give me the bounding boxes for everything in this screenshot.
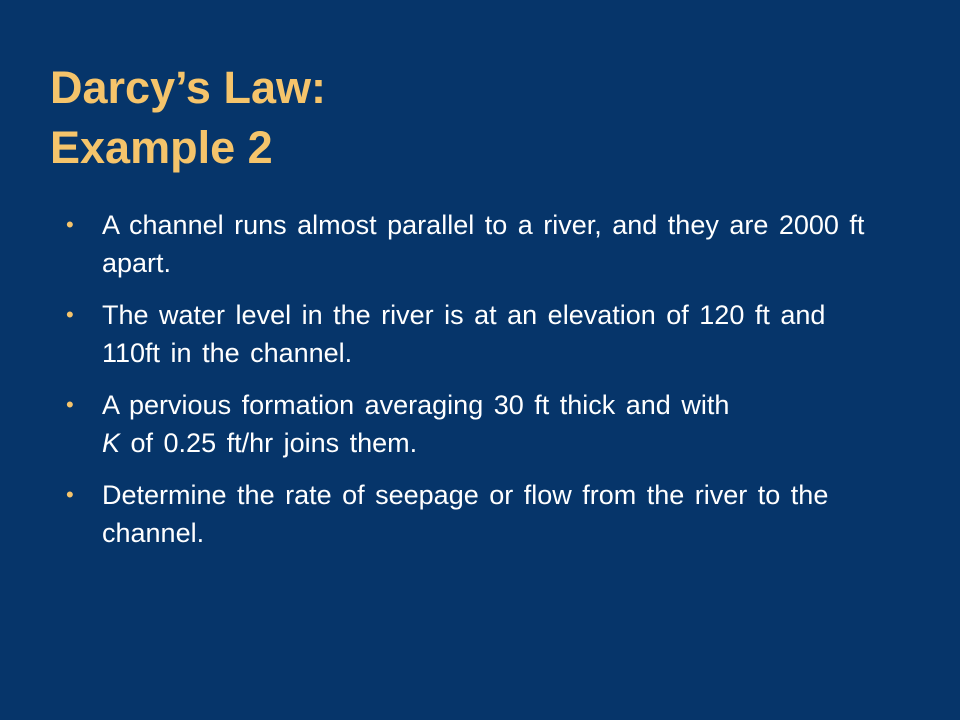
bullet-list: [66, 206, 866, 566]
bullet-icon: •: [66, 302, 74, 327]
bullet-text: The water level in the river is at an elevation of 120 ft and 110ft in the channel.: [102, 300, 826, 368]
slide-title-line-1: Darcy’s Law:: [50, 62, 326, 113]
bullet-text: A channel runs almost parallel to a river, and they are 2000 ft apart.: [102, 210, 865, 278]
conductivity-symbol: K: [102, 428, 121, 458]
bullet-icon: •: [66, 212, 74, 237]
bullet-text: Determine the rate of seepage or flow from the river to the channel.: [102, 480, 829, 548]
bullet-item-water-level: [66, 296, 866, 372]
bullet-icon: •: [66, 392, 74, 417]
bullet-text-lead: A pervious formation averaging 30 ft thick and with: [102, 390, 730, 420]
bullet-item-channel: [66, 206, 866, 282]
bullet-item-formation: [66, 386, 866, 462]
bullet-text: [102, 390, 729, 458]
bullet-item-determine: [66, 476, 866, 552]
slide-title-line-2: Example 2: [50, 122, 273, 173]
bullet-icon: •: [66, 482, 74, 507]
slide-title: [50, 58, 326, 178]
bullet-text-rest: of 0.25 ft/hr joins them.: [120, 428, 418, 458]
